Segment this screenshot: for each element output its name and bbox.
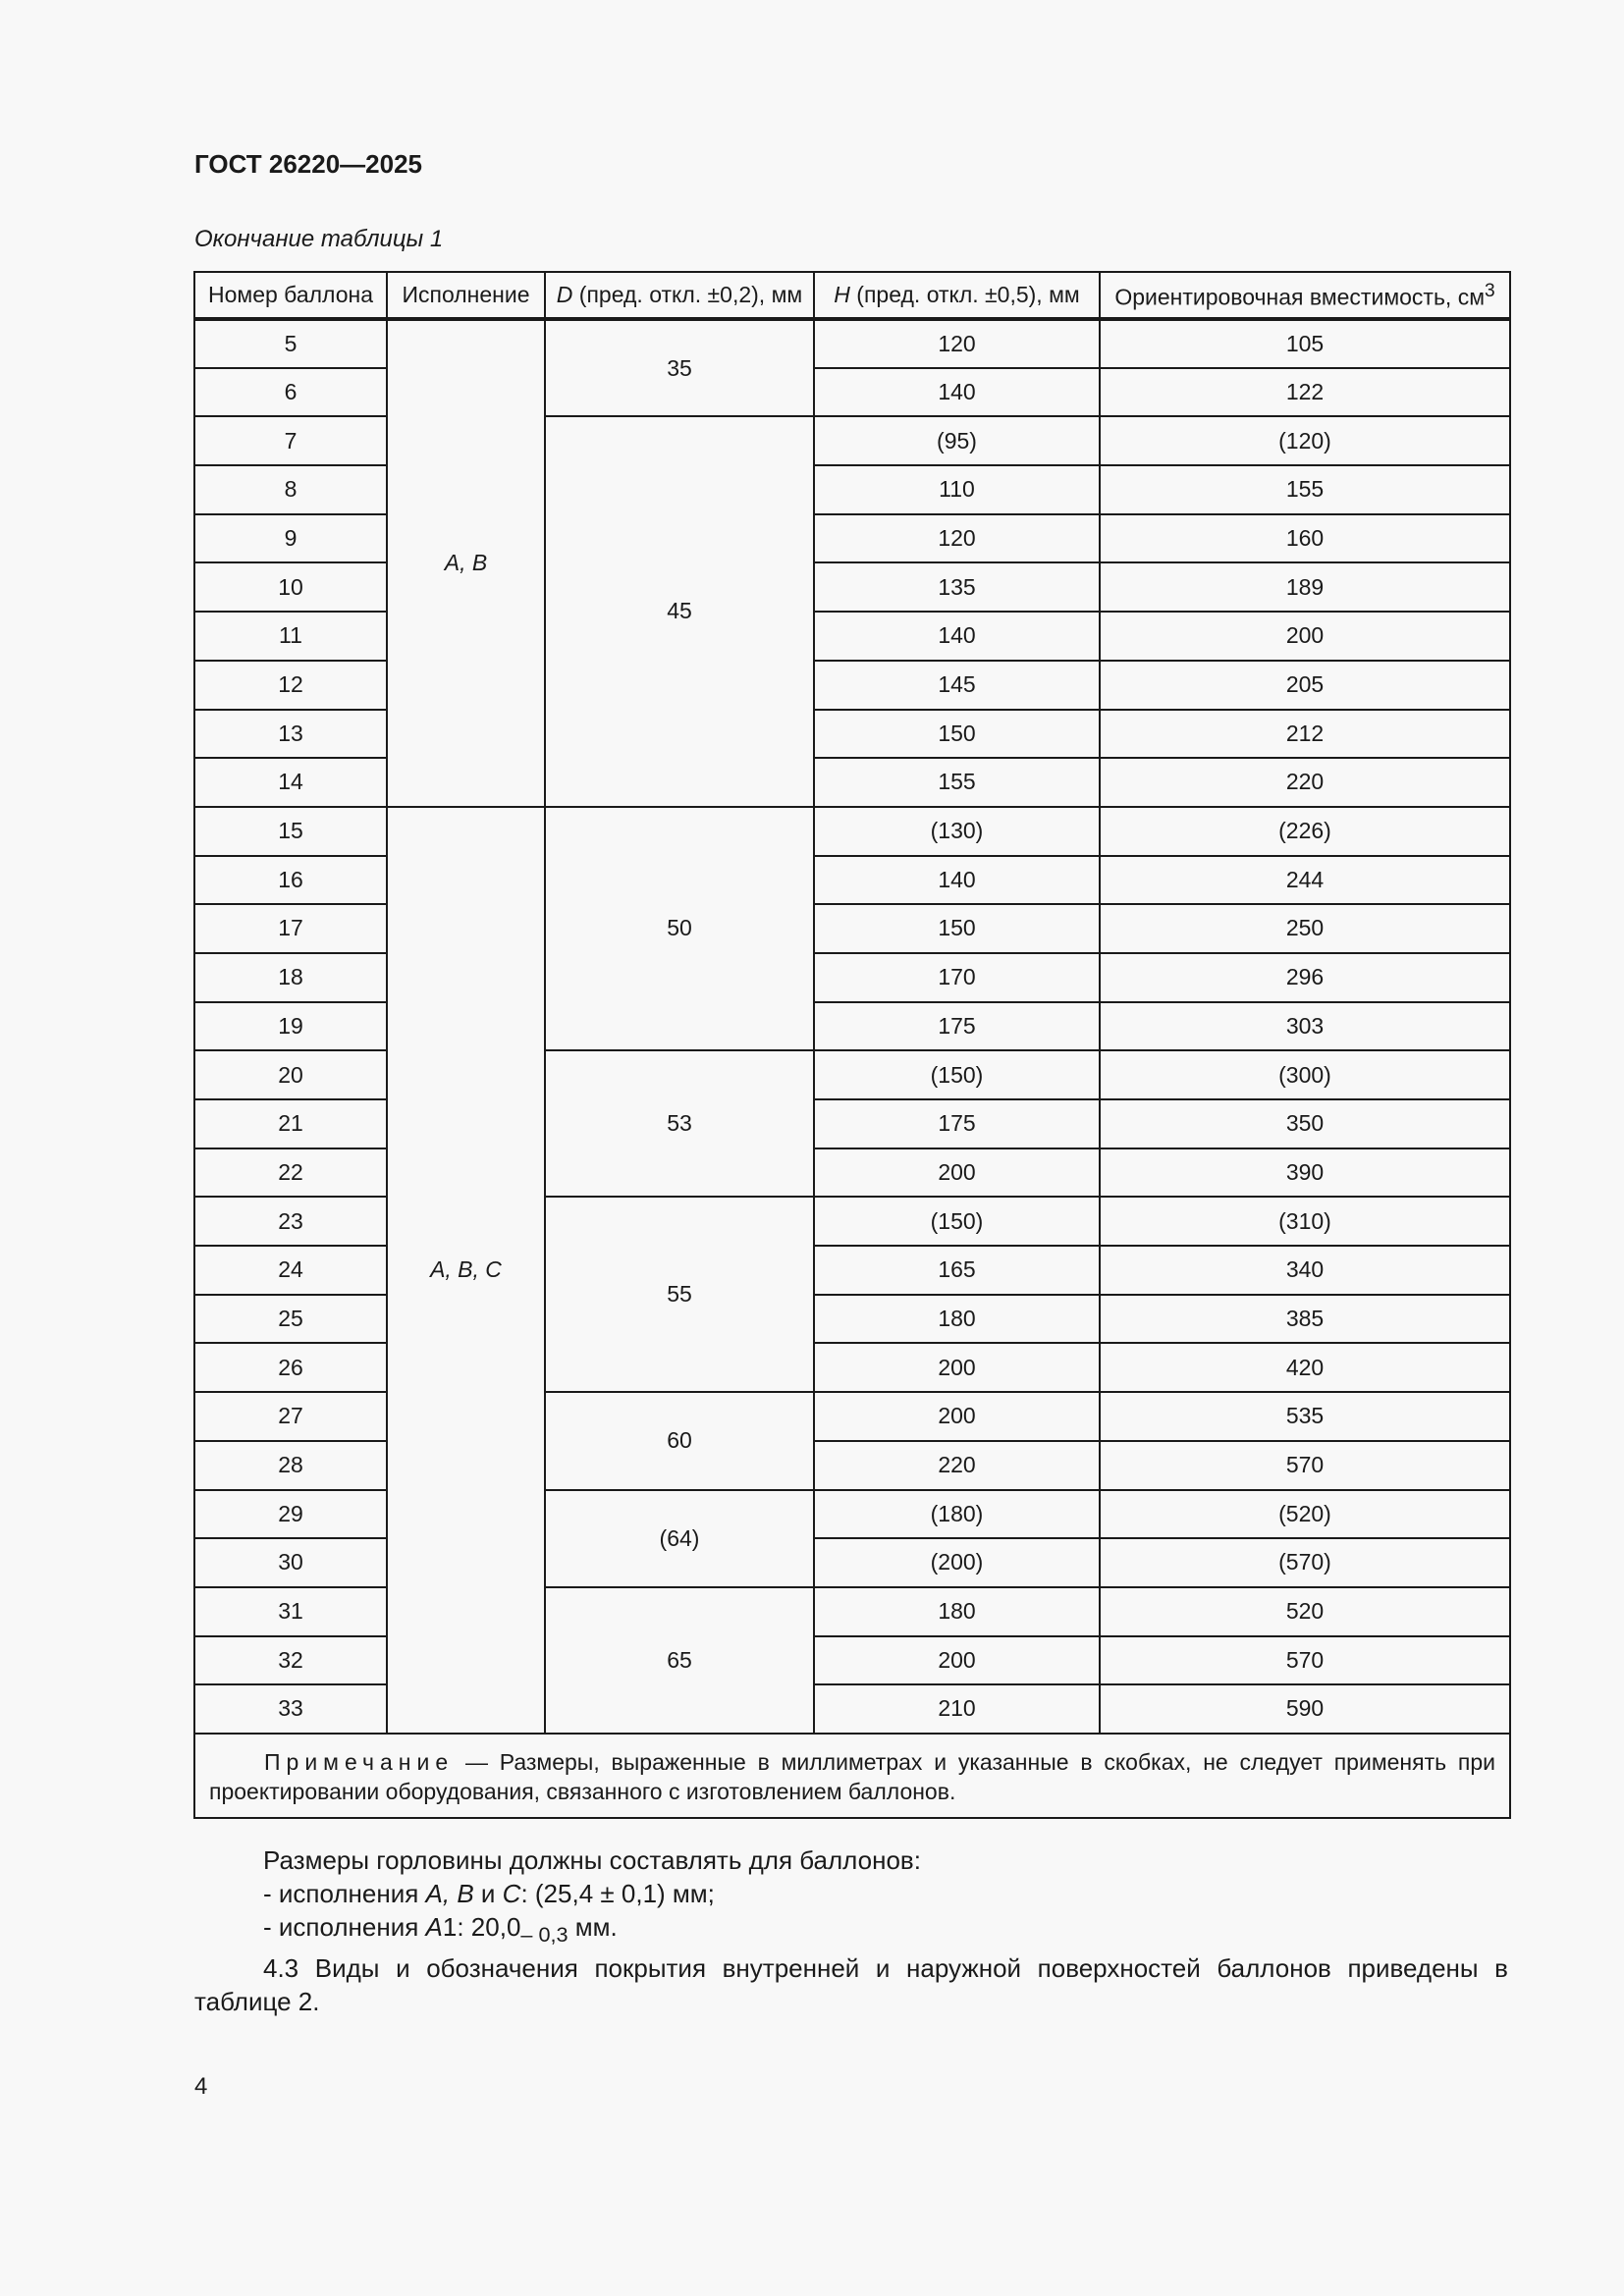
cell-volume: 160 xyxy=(1100,514,1510,563)
cell-volume: 244 xyxy=(1100,856,1510,905)
cell-cylinder-number: 13 xyxy=(194,710,387,759)
cell-cylinder-number: 33 xyxy=(194,1684,387,1734)
cell-height: 150 xyxy=(814,904,1100,953)
cell-height: 135 xyxy=(814,562,1100,612)
header-height-text: (пред. откл. ±0,5), мм xyxy=(849,281,1080,307)
cell-volume: (520) xyxy=(1100,1490,1510,1539)
header-cylinder-number: Номер баллона xyxy=(194,272,387,319)
cell-cylinder-number: 16 xyxy=(194,856,387,905)
page-number: 4 xyxy=(194,2073,208,2100)
cell-cylinder-number: 26 xyxy=(194,1343,387,1392)
table-body xyxy=(194,319,1510,1734)
cell-height: (95) xyxy=(814,416,1100,465)
cell-cylinder-number: 9 xyxy=(194,514,387,563)
header-height xyxy=(814,272,1100,319)
header-version: Исполнение xyxy=(387,272,545,319)
cell-version: A, B, C xyxy=(387,807,545,1734)
cell-height: 200 xyxy=(814,1636,1100,1685)
header-diameter-symbol: D xyxy=(556,281,573,307)
cell-volume: 340 xyxy=(1100,1246,1510,1295)
cell-volume: 570 xyxy=(1100,1636,1510,1685)
document-header: ГОСТ 26220—2025 xyxy=(194,149,422,179)
table-header-row xyxy=(194,272,1510,319)
cell-volume: 105 xyxy=(1100,319,1510,368)
cell-cylinder-number: 19 xyxy=(194,1002,387,1051)
cell-height: 145 xyxy=(814,661,1100,710)
cell-cylinder-number: 18 xyxy=(194,953,387,1002)
cell-volume: (226) xyxy=(1100,807,1510,856)
cell-height: 110 xyxy=(814,465,1100,514)
cell-height: 175 xyxy=(814,1002,1100,1051)
cell-volume: (120) xyxy=(1100,416,1510,465)
cell-diameter: 50 xyxy=(545,807,814,1050)
cell-volume: 303 xyxy=(1100,1002,1510,1051)
cell-cylinder-number: 20 xyxy=(194,1050,387,1099)
section-4-3: 4.3 Виды и обозначения покрытия внутренней и наружной поверхностей баллонов приведены в таблице 2. xyxy=(194,1953,1508,2017)
cell-cylinder-number: 12 xyxy=(194,661,387,710)
cell-volume: 212 xyxy=(1100,710,1510,759)
cell-cylinder-number: 22 xyxy=(194,1148,387,1198)
cell-volume: 122 xyxy=(1100,368,1510,417)
cell-volume: 520 xyxy=(1100,1587,1510,1636)
note-label: Примечание xyxy=(264,1748,455,1775)
cell-cylinder-number: 7 xyxy=(194,416,387,465)
cell-volume: (570) xyxy=(1100,1538,1510,1587)
header-diameter xyxy=(545,272,814,319)
table-row xyxy=(194,807,1510,856)
cell-diameter: 35 xyxy=(545,319,814,416)
cell-volume: 296 xyxy=(1100,953,1510,1002)
cell-height: 150 xyxy=(814,710,1100,759)
cell-diameter: (64) xyxy=(545,1490,814,1587)
cell-height: 165 xyxy=(814,1246,1100,1295)
cell-cylinder-number: 30 xyxy=(194,1538,387,1587)
cell-diameter: 65 xyxy=(545,1587,814,1734)
table-caption: Окончание таблицы 1 xyxy=(194,226,444,252)
cell-cylinder-number: 14 xyxy=(194,758,387,807)
cell-cylinder-number: 28 xyxy=(194,1441,387,1490)
cell-height: 120 xyxy=(814,319,1100,368)
cell-diameter: 60 xyxy=(545,1392,814,1489)
cell-volume: 535 xyxy=(1100,1392,1510,1441)
cell-volume: 350 xyxy=(1100,1099,1510,1148)
cell-cylinder-number: 27 xyxy=(194,1392,387,1441)
cell-height: 200 xyxy=(814,1343,1100,1392)
neck-dimensions-a1: - исполнения A1: $20,0_{- 0,3}$ мм. xyxy=(263,1912,618,1948)
header-height-symbol: H xyxy=(834,281,850,307)
cell-cylinder-number: 24 xyxy=(194,1246,387,1295)
cell-cylinder-number: 5 xyxy=(194,319,387,368)
cell-height: (130) xyxy=(814,807,1100,856)
cell-volume: 220 xyxy=(1100,758,1510,807)
cell-height: 140 xyxy=(814,612,1100,661)
cell-height: 220 xyxy=(814,1441,1100,1490)
cell-cylinder-number: 31 xyxy=(194,1587,387,1636)
cell-height: 140 xyxy=(814,368,1100,417)
cell-volume: 200 xyxy=(1100,612,1510,661)
table-note xyxy=(194,1734,1510,1818)
cell-height: 210 xyxy=(814,1684,1100,1734)
cell-height: 170 xyxy=(814,953,1100,1002)
cell-volume: 385 xyxy=(1100,1295,1510,1344)
cell-height: 200 xyxy=(814,1148,1100,1198)
cell-height: 180 xyxy=(814,1295,1100,1344)
cell-volume: 250 xyxy=(1100,904,1510,953)
table-note-row xyxy=(194,1734,1510,1818)
cell-cylinder-number: 32 xyxy=(194,1636,387,1685)
cell-cylinder-number: 10 xyxy=(194,562,387,612)
cell-cylinder-number: 17 xyxy=(194,904,387,953)
header-diameter-text: (пред. откл. ±0,2), мм xyxy=(572,281,803,307)
cylinder-dimensions-table xyxy=(193,271,1511,1819)
cell-height: (200) xyxy=(814,1538,1100,1587)
cell-cylinder-number: 6 xyxy=(194,368,387,417)
cell-cylinder-number: 15 xyxy=(194,807,387,856)
cell-diameter: 55 xyxy=(545,1197,814,1392)
cell-height: 155 xyxy=(814,758,1100,807)
neck-dimensions-intro: Размеры горловины должны составлять для баллонов: xyxy=(263,1845,921,1875)
header-volume-unit-exponent: 3 xyxy=(1485,280,1495,301)
cell-volume: 590 xyxy=(1100,1684,1510,1734)
cell-volume: 420 xyxy=(1100,1343,1510,1392)
cell-volume: 189 xyxy=(1100,562,1510,612)
cell-volume: 205 xyxy=(1100,661,1510,710)
cell-height: 200 xyxy=(814,1392,1100,1441)
cell-height: (150) xyxy=(814,1050,1100,1099)
cell-cylinder-number: 11 xyxy=(194,612,387,661)
cell-height: 175 xyxy=(814,1099,1100,1148)
cell-volume: (310) xyxy=(1100,1197,1510,1246)
header-volume-text: Ориентировочная вместимость, см xyxy=(1114,284,1486,310)
cell-cylinder-number: 21 xyxy=(194,1099,387,1148)
table-row xyxy=(194,319,1510,368)
note-text: — Размеры, выраженные в миллиметрах и указанные в скобках, не следует применять при проектировании оборудования, связанного с изготовлением баллонов. xyxy=(209,1748,1495,1804)
cell-cylinder-number: 25 xyxy=(194,1295,387,1344)
cell-volume: 155 xyxy=(1100,465,1510,514)
cell-height: 140 xyxy=(814,856,1100,905)
cell-volume: 390 xyxy=(1100,1148,1510,1198)
cell-height: 180 xyxy=(814,1587,1100,1636)
cell-cylinder-number: 8 xyxy=(194,465,387,514)
cell-height: 120 xyxy=(814,514,1100,563)
cell-version: A, B xyxy=(387,319,545,807)
cell-volume: (300) xyxy=(1100,1050,1510,1099)
body-text xyxy=(194,1843,1508,2018)
neck-dimensions-abc: - исполнения A, B и C: (25,4 ± 0,1) мм; xyxy=(263,1879,715,1908)
header-volume xyxy=(1100,272,1510,319)
cell-volume: 570 xyxy=(1100,1441,1510,1490)
cell-cylinder-number: 23 xyxy=(194,1197,387,1246)
cell-diameter: 45 xyxy=(545,416,814,807)
cell-cylinder-number: 29 xyxy=(194,1490,387,1539)
cell-diameter: 53 xyxy=(545,1050,814,1197)
cell-height: (150) xyxy=(814,1197,1100,1246)
cell-height: (180) xyxy=(814,1490,1100,1539)
